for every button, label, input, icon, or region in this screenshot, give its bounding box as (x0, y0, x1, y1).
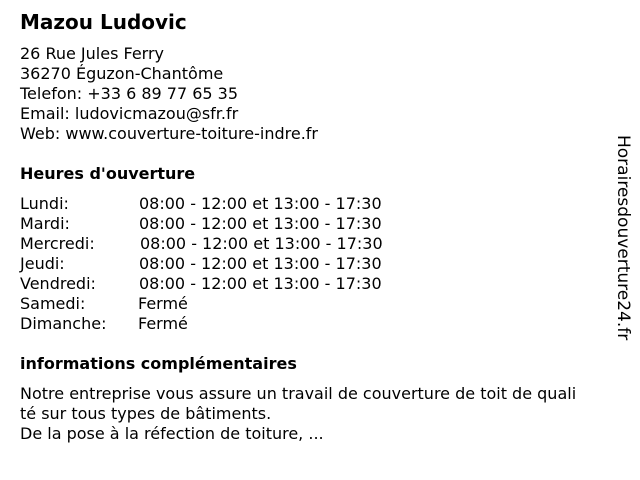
city-address: 36270 Éguzon-Chantôme (20, 64, 224, 83)
info-line: té sur tous types de bâtiments. (20, 404, 272, 423)
day-label: Samedi: (20, 294, 86, 313)
site-watermark: Horairesdouverture24.fr (613, 135, 633, 341)
hours-value: 08:00 - 12:00 et 13:00 - 17:30 (139, 274, 382, 293)
web-line: Web: www.couverture-toiture-indre.fr (20, 124, 318, 143)
hours-value: 08:00 - 12:00 et 13:00 - 17:30 (139, 254, 382, 273)
day-label: Lundi: (20, 194, 69, 213)
hours-value: 08:00 - 12:00 et 13:00 - 17:30 (139, 214, 382, 233)
day-label: Mercredi: (20, 234, 95, 253)
hours-heading: Heures d'ouverture (20, 164, 196, 183)
info-line: Notre entreprise vous assure un travail de couverture de toit de quali (20, 384, 577, 403)
day-label: Jeudi: (20, 254, 65, 273)
day-label: Vendredi: (20, 274, 96, 293)
business-name: Mazou Ludovic (20, 10, 187, 34)
day-label: Dimanche: (20, 314, 107, 333)
hours-value: Fermé (138, 294, 188, 313)
street-address: 26 Rue Jules Ferry (20, 44, 164, 63)
info-text (20, 384, 620, 444)
hours-value: 08:00 - 12:00 et 13:00 - 17:30 (139, 194, 382, 213)
hours-value: Fermé (138, 314, 188, 333)
phone-line: Telefon: +33 6 89 77 65 35 (20, 84, 239, 103)
contact-block (20, 44, 318, 144)
day-label: Mardi: (20, 214, 70, 233)
info-line: De la pose à la réfection de toiture, ... (20, 424, 324, 443)
info-heading: informations complémentaires (20, 354, 297, 373)
hours-value: 08:00 - 12:00 et 13:00 - 17:30 (140, 234, 383, 253)
email-line: Email: ludovicmazou@sfr.fr (20, 104, 239, 123)
